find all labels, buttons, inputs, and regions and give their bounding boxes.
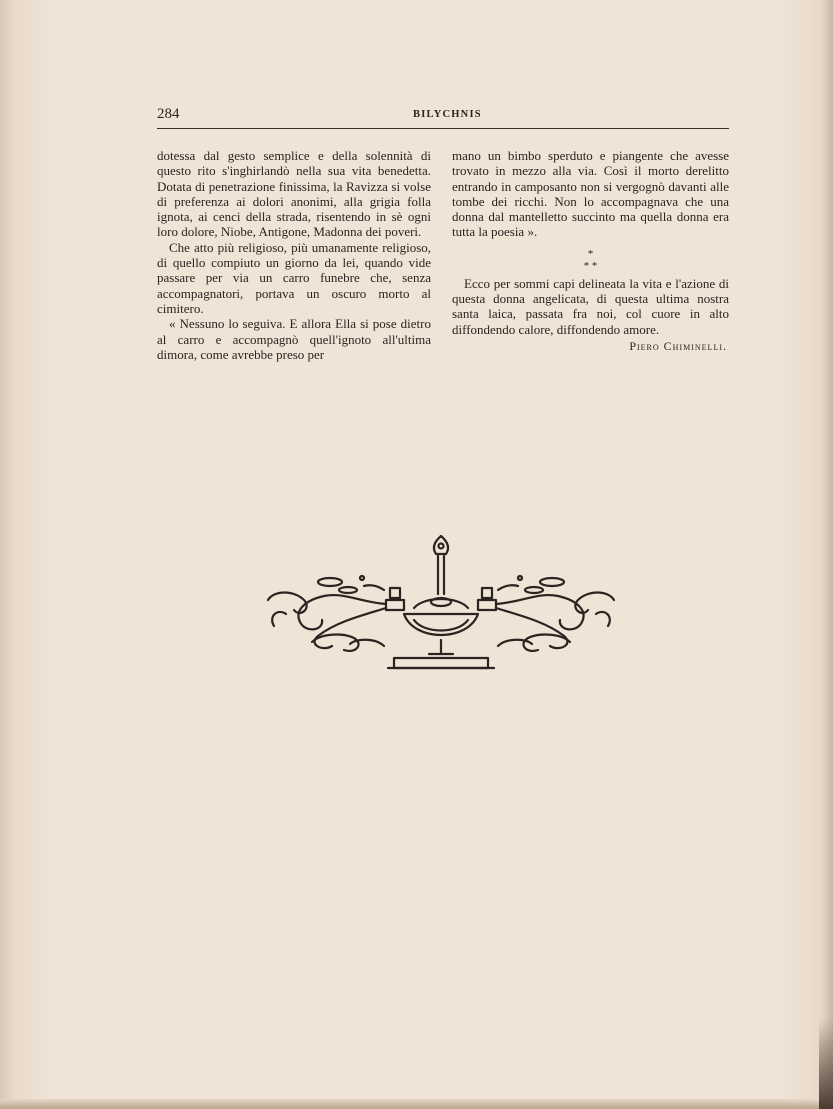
paragraph: « Nessuno lo seguiva. E allora Ella si pose dietro al carro e accompagnò quell'ignoto all'ultima dimora, come avrebbe preso per: [157, 316, 431, 362]
asterism-top: *: [587, 247, 594, 260]
asterism-bottom: * *: [583, 259, 598, 272]
page-number: 284: [157, 106, 180, 122]
page-edge-left: [0, 0, 14, 1109]
oil-lamp-ornament: [264, 530, 618, 676]
page-edge-right: [821, 0, 833, 1109]
paragraph: dotessa dal gesto semplice e della solennità di questo rito s'inghirlandò nella sua vita benedetta. Dotata di penetrazione finissima, la Ravizza si volse di preferenza ai dolori anonimi, alla grigia folla ignota, ai cenci della strada, risentendo in sè ogni loro dolore, Niobe, Antigone, Madonna dei poveri.: [157, 148, 431, 240]
author-signature: Piero Chiminelli.: [629, 338, 727, 353]
running-head: BILYCHNIS: [413, 109, 482, 120]
page-header: [157, 106, 729, 129]
page-edge-bottom: [0, 1099, 833, 1109]
right-column: [452, 148, 729, 354]
paragraph: Che atto più religioso, più umanamente religioso, di quello compiuto un giorno da lei, quando vide passare per via un carro funebre che, senza accompagnatori, portava un oscuro morto al cimitero.: [157, 239, 431, 316]
closing-paragraph: Ecco per sommi capi delineata la vita e l'azione di questa donna angelicata, di questa ultima nostra santa laica, passata fra noi, col cuore in alto diffondendo calore, diffondendo amore.: [452, 275, 729, 337]
paragraph-continuation: mano un bimbo sperduto e piangente che avesse trovato in mezzo alla via. Così il morto derelitto entrando in camposanto non si vergognò davanti alle tombe dei ricchi. Non lo accompagnava che una donna dal mantelletto succinto ma quella donna era tutta la poesia ».: [452, 148, 729, 240]
page-corner-shadow: [819, 1019, 833, 1109]
left-column: [157, 148, 431, 362]
asterism: [452, 248, 729, 272]
